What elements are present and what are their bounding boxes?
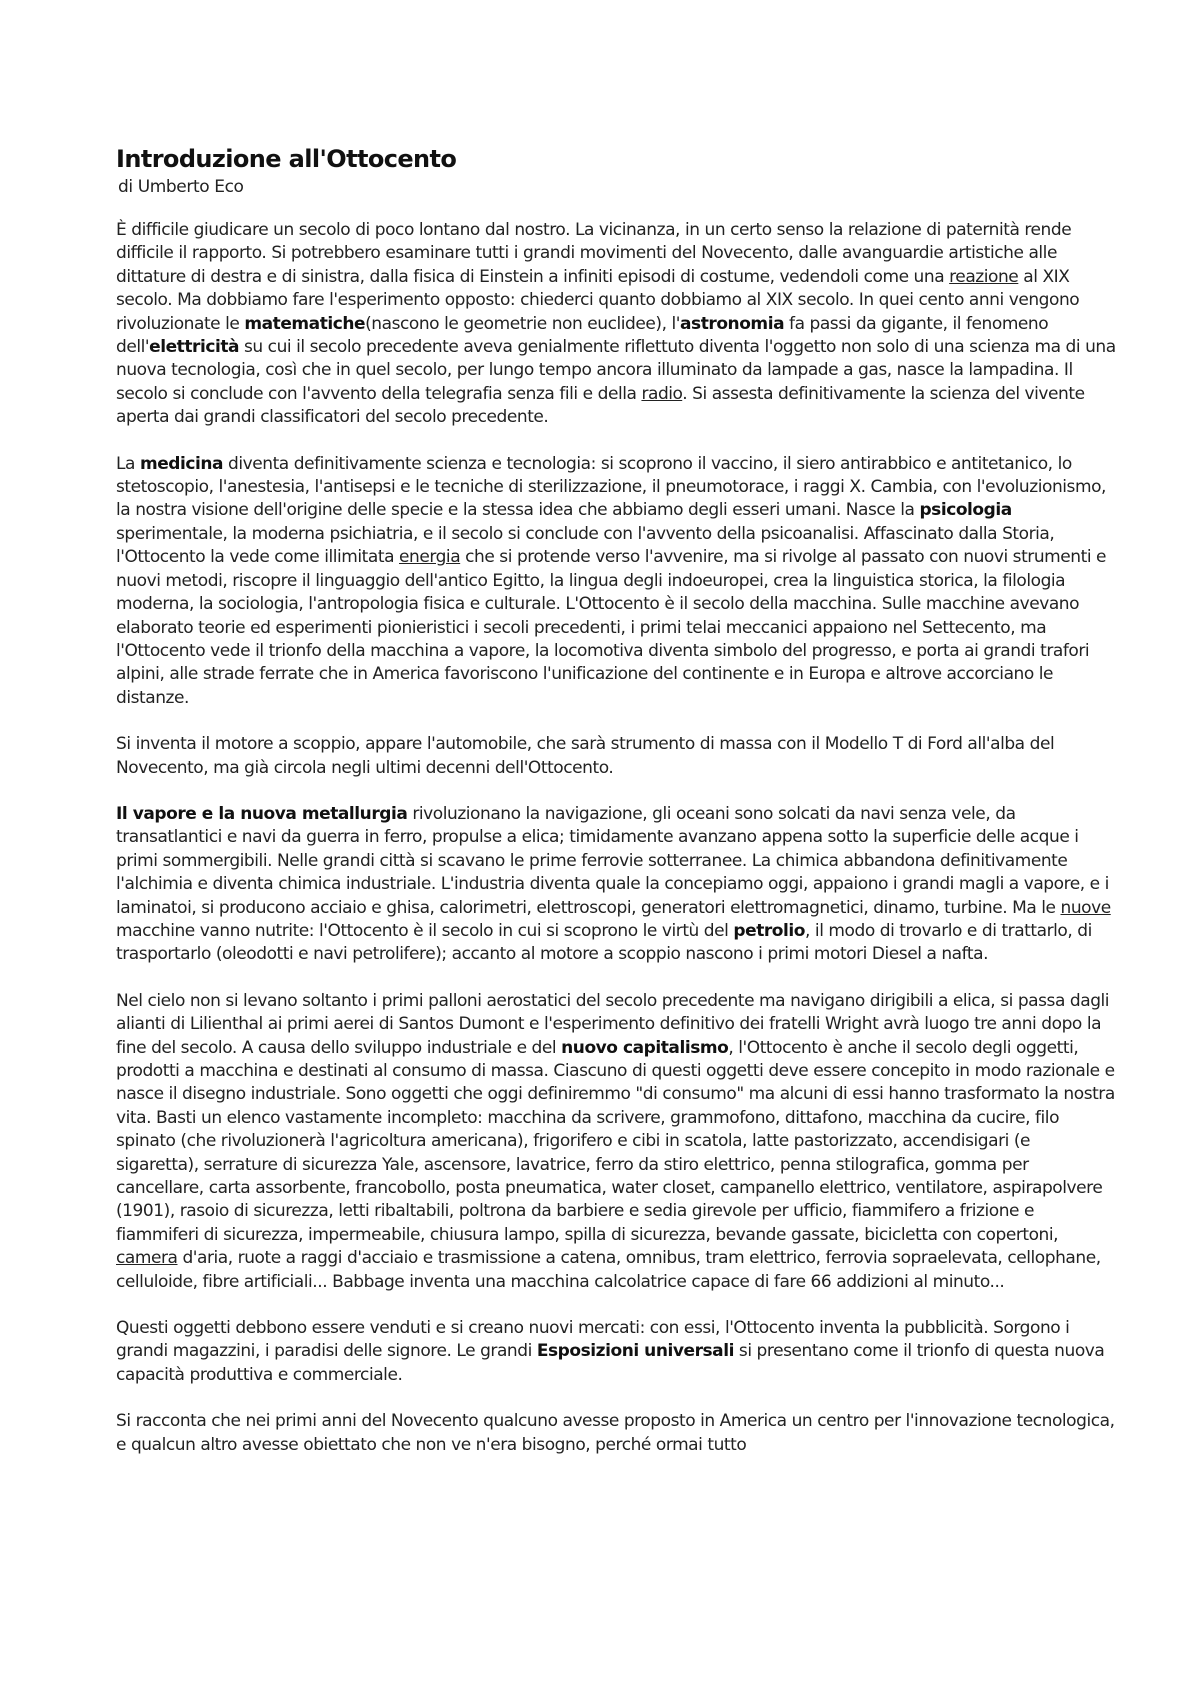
bold-term: Esposizioni universali — [536, 1341, 734, 1362]
paragraph — [116, 219, 1116, 430]
paragraph-gap — [116, 967, 1116, 990]
text-run: (nascono le geometrie non euclidee), l' — [365, 313, 681, 334]
text-run: d'aria, ruote a raggi d'acciaio e trasmissione a catena, omnibus, tram elettrico, ferrovia sopraelevata, cellophane, celluloide, fibre artificiali... Babbage inventa una macchina calcolatrice capace di fare 66 addizioni al minuto... — [116, 1248, 1101, 1292]
text-run: . Si assesta definitivamente la scienza del vivente aperta dai grandi classificatori del secolo precedente. — [116, 383, 1085, 428]
text-run: macchine vanno nutrite: l'Ottocento è il secolo in cui si scoprono le virtù del — [116, 920, 734, 941]
bold-term: psicologia — [919, 500, 1012, 521]
document-body — [116, 219, 1116, 1457]
text-run: , il modo di trovarlo e di trattarlo, di trasportarlo (oleodotti e navi petrolifere); accanto al motore a scoppio nascono i primi motori Diesel a nafta. — [116, 920, 1092, 965]
paragraph — [116, 1317, 1116, 1387]
text-run: Si racconta che nei primi anni del Novecento qualcuno avesse proposto in America un centro per l'innovazione tecnologica, e qualcun altro avesse obiettato che non ve n'era bisogno, perché ormai tutto — [116, 1411, 1115, 1455]
paragraph-gap — [116, 1387, 1116, 1410]
text-run: , l'Ottocento è anche il secolo degli oggetti, prodotti a macchina e destinati al consumo di massa. Ciascuno di questi oggetti deve essere concepito in modo razionale e nasce il disegno industriale. Sono oggetti che oggi definiremmo "di consumo" ma alcuni di essi hanno trasformato la nostra vita. Basti un elenco vastamente incompleto: macchina da scrivere, grammofono, dittafono, macchina da cucire, filo spinato (che rivoluzionerà l'agricoltura americana), frigorifero e cibi in scatola, latte pastorizzato, accendisigari (e sigaretta), serrature di sicurezza Yale, ascensore, lavatrice, ferro da stiro elettrico, penna stilografica, gomma per cancellare, carta assorbente, francobollo, posta pneumatica, water closet, campanello elettrico, ventilatore, aspirapolvere (1901), rasoio di sicurezza, letti ribaltabili, poltrona da barbiere e sedia girevole per ufficio, fiammifero a frizione e fiammiferi di sicurezza, impermeabile, chiusura lampo, spilla di sicurezza, bevande gassate, bicicletta con copertoni, — [116, 1037, 1115, 1245]
spacer — [116, 199, 1116, 219]
document-author: di Umberto Eco — [118, 177, 244, 197]
text-run: che si protende verso l'avvenire, ma si rivolge al passato con nuovi strumenti e nuovi metodi, riscopre il linguaggio dell'antico Egitto, la lingua degli indoeuropei, crea la linguistica storica, la filologia moderna, la sociologia, l'antropologia fisica e culturale. L'Ottocento è il secolo della macchina. Sulle macchine avevano elaborato teorie ed esperimenti pionieristici i secoli precedenti, i primi telai meccanici appaiono nel Settecento, ma l'Ottocento vede il trionfo della macchina a vapore, la locomotiva diventa simbolo del progresso, e porta ai grandi trafori alpini, alle strade ferrate che in America favoriscono l'unificazione del continente e in Europa e altrove accorciano le distanze. — [116, 547, 1107, 708]
bold-term: medicina — [139, 453, 224, 474]
paragraph — [116, 803, 1116, 967]
paragraph-gap — [116, 430, 1116, 453]
paragraph-gap — [116, 780, 1116, 803]
paragraph — [116, 453, 1116, 710]
underlined-link[interactable]: energia — [399, 547, 461, 568]
text-run: fa passi da gigante, il fenomeno dell' — [116, 313, 1049, 358]
text-run: Si inventa il motore a scoppio, appare l'automobile, che sarà strumento di massa con il Modello T di Ford all'alba del Novecento, ma già circola negli ultimi decenni dell'Ottocento. — [116, 734, 1055, 778]
paragraph — [116, 733, 1116, 780]
paragraph — [116, 990, 1116, 1294]
paragraph-gap — [116, 710, 1116, 733]
underlined-link[interactable]: camera — [116, 1248, 178, 1269]
bold-term: nuovo capitalismo — [561, 1037, 729, 1058]
bold-term: matematiche — [244, 313, 366, 334]
text-run: al XIX secolo. Ma dobbiamo fare l'esperimento opposto: chiederci quanto dobbiamo al XIX secolo. In quei cento anni vengono rivoluzionate le — [116, 266, 1080, 334]
paragraph — [116, 1410, 1116, 1457]
text-run: sperimentale, la moderna psichiatria, e il secolo si conclude con l'avvento della psicoanalisi. Affascinato dalla Storia, l'Ottocento la vede come illimitata — [116, 523, 1055, 568]
text-run: si presentano come il trionfo di questa nuova capacità produttiva e commerciale. — [116, 1341, 1105, 1385]
underlined-link[interactable]: radio — [641, 383, 683, 404]
bold-term: astronomia — [680, 313, 785, 334]
document-page — [116, 143, 1116, 1457]
bold-term: elettricità — [149, 337, 240, 358]
bold-term: petrolio — [733, 920, 806, 941]
text-run: Questi oggetti debbono essere venduti e si creano nuovi mercati: con essi, l'Ottocento inventa la pubblicità. Sorgono i grandi magazzini, i paradisi delle signore. Le grandi — [116, 1318, 1070, 1362]
text-run: su cui il secolo precedente aveva genialmente riflettuto diventa l'oggetto non solo di una scienza ma di una nuova tecnologia, così che in quel secolo, per lungo tempo ancora illuminato da lampade a gas, nasce la lampadina. Il secolo si conclude con l'avvento della telegrafia senza fili e della — [116, 337, 1116, 404]
text-run: La — [116, 453, 140, 474]
underlined-link[interactable]: nuove — [1060, 897, 1111, 918]
text-run: rivoluzionano la navigazione, gli oceani sono solcati da navi senza vele, da transatlantici e navi da guerra in ferro, propulse a elica; timidamente avanzano appena sotto la superficie delle acque i primi sommergibili. Nelle grandi città si scavano le prime ferrovie sotterranee. La chimica abbandona definitivamente l'alchimia e diventa chimica industriale. L'industria diventa quale la concepiamo oggi, appaiono i grandi magli a vapore, e i laminatoi, si producono acciaio e ghisa, calorimetri, elettroscopi, generatori elettromagnetici, dinamo, turbine. Ma le — [116, 803, 1109, 918]
paragraph-gap — [116, 1294, 1116, 1317]
text-run: diventa definitivamente scienza e tecnologia: si scoprono il vaccino, il siero antirabbico e antitetanico, lo stetoscopio, l'anestesia, l'antisepsi e le tecniche di sterilizzazione, il pneumotorace, i raggi X. Cambia, con l'evoluzionismo, la nostra visione dell'origine delle specie e la stessa idea che abbiamo degli esseri umani. Nasce la — [116, 453, 1106, 521]
underlined-link[interactable]: reazione — [949, 266, 1019, 287]
text-run: È difficile giudicare un secolo di poco lontano dal nostro. La vicinanza, in un certo senso la relazione di paternità rende difficile il rapporto. Si potrebbero esaminare tutti i grandi movimenti del Novecento, dalle avanguardie artistiche alle dittature di destra e di sinistra, dalla fisica di Einstein a infiniti episodi di costume, vedendoli come una — [116, 220, 1072, 287]
bold-term: Il vapore e la nuova metallurgia — [116, 803, 408, 824]
document-title: Introduzione all'Ottocento — [116, 145, 457, 173]
text-run: Nel cielo non si levano soltanto i primi palloni aerostatici del secolo precedente ma navigano dirigibili a elica, si passa dagli alianti di Lilienthal ai primi aerei di Santos Dumont e l'esperimento definitivo dei fratelli Wright avrà luogo tre anni dopo la fine del secolo. A causa dello sviluppo industriale e del — [116, 990, 1110, 1058]
